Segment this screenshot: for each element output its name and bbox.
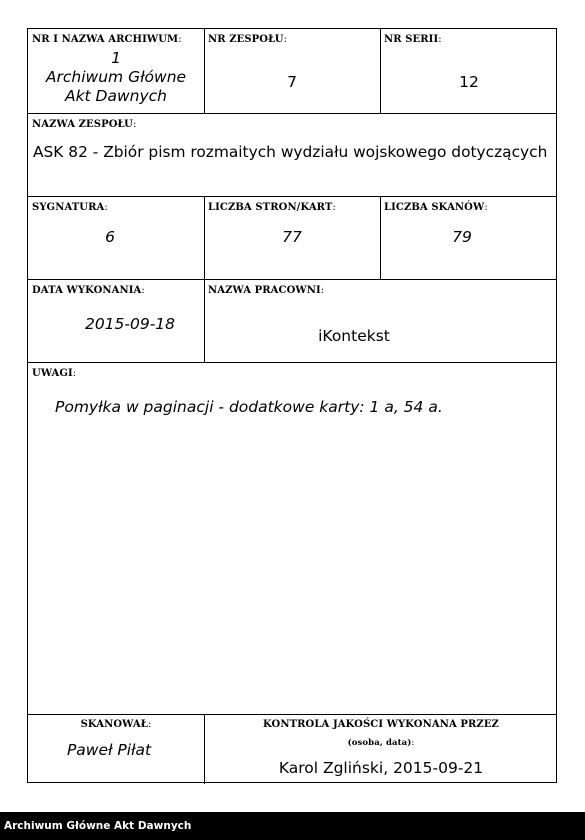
row-divider (28, 196, 556, 197)
scanned-by-label: SKANOWAŁ: (80, 719, 152, 730)
row-divider (28, 113, 556, 114)
archive-value (28, 49, 204, 106)
studio-name-value: iKontekst (318, 327, 390, 345)
pages-count-value: 77 (282, 228, 302, 246)
signature-value: 6 (105, 228, 115, 246)
quality-control-sublabel: (osoba, data): (347, 738, 415, 748)
studio-name-label: NAZWA PRACOWNI: (208, 285, 325, 296)
row-divider (28, 362, 556, 363)
row-divider (28, 714, 556, 715)
signature-label: SYGNATURA: (32, 202, 108, 213)
archive-label: NR I NAZWA ARCHIWUM: (32, 34, 182, 45)
fonds-name-value: ASK 82 - Zbiór pism rozmaitych wydziału wojskowego dotyczących (33, 143, 548, 161)
footer-bar (0, 812, 585, 840)
series-number-label: NR SERII: (384, 34, 442, 45)
quality-control-label: KONTROLA JAKOŚCI WYKONANA PRZEZ (263, 719, 499, 730)
fonds-number-label: NR ZESPOŁU: (208, 34, 288, 45)
archive-name-line1: Archiwum Główne (45, 68, 187, 86)
footer-text: Archiwum Główne Akt Dawnych (4, 820, 192, 832)
scans-count-label: LICZBA SKANÓW: (384, 202, 488, 213)
fonds-name-label: NAZWA ZESPOŁU: (32, 119, 137, 130)
column-divider (204, 29, 205, 113)
row-divider (28, 279, 556, 280)
metadata-form (27, 28, 557, 783)
fonds-number-value: 7 (287, 73, 297, 91)
pages-count-label: LICZBA STRON/KART: (208, 202, 336, 213)
scanned-by-value: Paweł Piłat (66, 741, 152, 759)
series-number-value: 12 (459, 73, 479, 91)
date-done-label: DATA WYKONANIA: (32, 285, 145, 296)
notes-label: UWAGI: (32, 368, 77, 379)
date-done-value: 2015-09-18 (84, 315, 176, 333)
archive-number: 1 (111, 49, 121, 67)
quality-control-value: Karol Zgliński, 2015-09-21 (278, 759, 484, 777)
archive-name-line2: Akt Dawnych (64, 87, 168, 105)
scans-count-value: 79 (452, 228, 472, 246)
notes-value: Pomyłka w paginacji - dodatkowe karty: 1 a, 54 a. (55, 398, 443, 416)
column-divider (380, 29, 381, 113)
